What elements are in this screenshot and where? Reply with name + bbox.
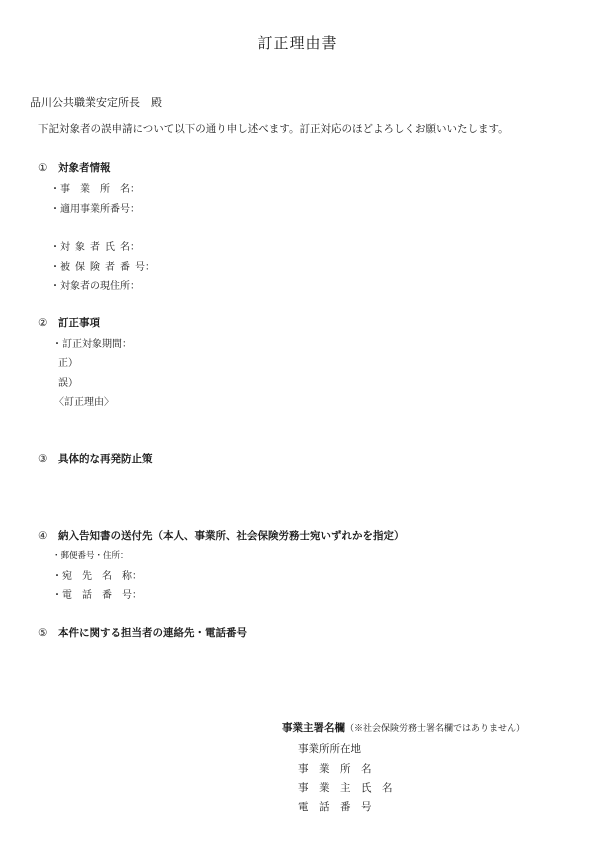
section-2-number: ② (38, 317, 48, 329)
section-3-heading (38, 451, 153, 466)
signature-heading (282, 720, 525, 735)
field-office-number: ・適用事業所番号： (50, 204, 140, 215)
section-4-heading (38, 528, 405, 543)
section-4-title: 納入告知書の送付先（本人、事業所、社会保険労務士宛いずれかを指定） (58, 530, 405, 542)
intro-text: 下記対象者の誤申請について以下の通り申し述べます。訂正対応のほどよろしくお願いいたします。 (38, 123, 509, 135)
section-3-title: 具体的な再発防止策 (58, 453, 153, 465)
signature-office-name: 事 業 所 名 (298, 763, 372, 775)
section-4-number: ④ (38, 530, 48, 542)
field-current-address: ・対象者の現住所： (50, 281, 140, 292)
section-3-number: ③ (38, 453, 48, 465)
signature-phone: 電 話 番 号 (298, 801, 372, 813)
field-correction-period: ・訂正対象期間： (52, 339, 132, 350)
section-2-heading (38, 315, 100, 330)
field-correct: 正） (58, 358, 78, 369)
section-2-title: 訂正事項 (58, 317, 100, 329)
field-recipient-name: ・宛 先 名 称： (52, 571, 142, 582)
field-phone-number: ・電 話 番 号： (52, 590, 142, 601)
field-postal-address: ・郵便番号・住所： (52, 551, 129, 561)
section-1-heading (38, 160, 111, 175)
field-office-name: ・事 業 所 名： (50, 184, 140, 195)
signature-office-location: 事業所所在地 (298, 743, 361, 755)
section-5-heading (38, 625, 247, 640)
field-correction-reason: 〈訂正理由〉 (54, 397, 114, 408)
field-incorrect: 誤） (58, 378, 78, 389)
field-person-name: ・対 象 者 氏 名： (50, 242, 140, 253)
section-5-title: 本件に関する担当者の連絡先・電話番号 (58, 627, 247, 639)
field-insured-number: ・被 保 険 者 番 号： (50, 262, 155, 273)
signature-owner-name: 事 業 主 氏 名 (298, 782, 393, 794)
signature-title: 事業主署名欄 (282, 722, 345, 734)
section-1-number: ① (38, 162, 48, 174)
addressee: 品川公共職業安定所長 殿 (30, 96, 162, 109)
document-title: 訂正理由書 (257, 34, 338, 52)
signature-note: （※社会保険労務士署名欄ではありません） (345, 724, 526, 734)
section-1-title: 対象者情報 (58, 162, 111, 174)
section-5-number: ⑤ (38, 627, 48, 639)
